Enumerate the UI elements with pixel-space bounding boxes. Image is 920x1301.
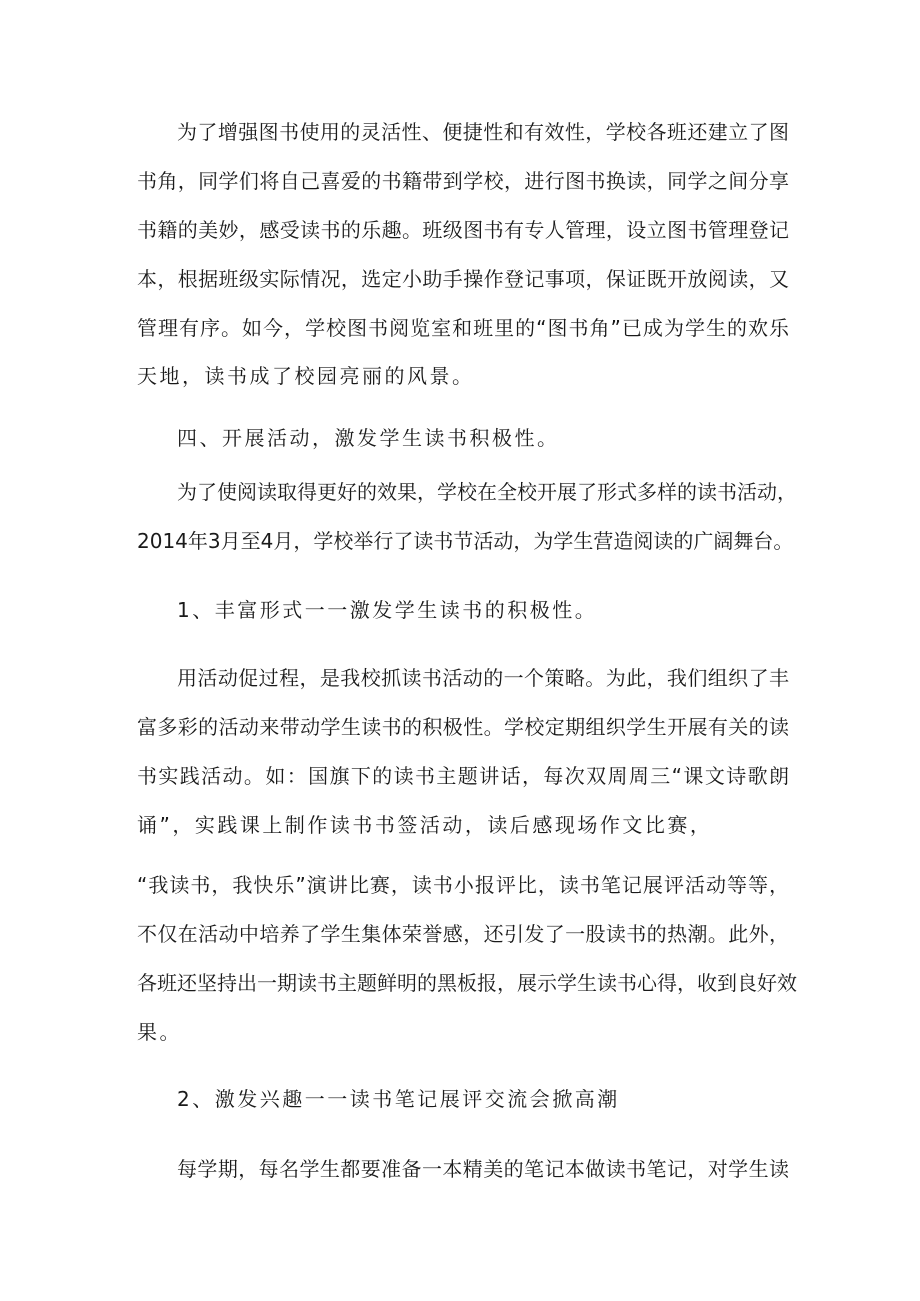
paragraph-2-line-1: 为了使阅读取得更好的效果，学校在全校开展了形式多样的读书活动， xyxy=(177,480,797,504)
section-heading-4: 四、开展活动，激发学生读书积极性。 xyxy=(177,426,560,450)
paragraph-1-line-2: 书角，同学们将自己喜爱的书籍带到学校，进行图书换读，同学之间分享 xyxy=(137,169,789,193)
paragraph-1-line-3: 书籍的美妙，感受读书的乐趣。班级图书有专人管理，设立图书管理登记 xyxy=(137,218,789,242)
subheading-1: 1、丰富形式一一激发学生读书的积极性。 xyxy=(177,598,598,622)
paragraph-4-line-3: 各班还坚持出一期读书主题鲜明的黑板报，展示学生读书心得，收到良好效 xyxy=(137,971,797,995)
paragraph-5-line-1: 每学期，每名学生都要准备一本精美的笔记本做读书笔记，对学生读 xyxy=(177,1157,789,1181)
paragraph-3-line-4: 诵”，实践课上制作读书书签活动，读后感现场作文比赛， xyxy=(137,813,713,837)
paragraph-1-line-6: 天地，读书成了校园亮丽的风景。 xyxy=(137,364,475,388)
paragraph-4-line-2: 不仅在活动中培养了学生集体荣誉感，还引发了一股读书的热潮。此外， xyxy=(137,922,789,946)
paragraph-3-line-1: 用活动促过程，是我校抓读书活动的一个策略。为此，我们组织了丰 xyxy=(177,666,789,690)
paragraph-1-line-4: 本，根据班级实际情况，选定小助手操作登记事项，保证既开放阅读，又 xyxy=(137,267,789,291)
paragraph-2-line-2: 2014年3月至4月，学校举行了读书节活动，为学生营造阅读的广阔舞台。 xyxy=(137,529,794,553)
paragraph-3-line-2: 富多彩的活动来带动学生读书的积极性。学校定期组织学生开展有关的读 xyxy=(137,715,789,739)
paragraph-4-line-4: 果。 xyxy=(137,1020,182,1044)
subheading-2: 2、激发兴趣一一读书笔记展评交流会掀高潮 xyxy=(177,1087,620,1111)
paragraph-1-line-1: 为了增强图书使用的灵活性、便捷性和有效性，学校各班还建立了图 xyxy=(177,120,789,144)
paragraph-4-line-1: “我读书，我快乐”演讲比赛，读书小报评比，读书笔记展评活动等等， xyxy=(137,873,789,897)
paragraph-1-line-5: 管理有序。如今，学校图书阅览室和班里的“图书角”已成为学生的欢乐 xyxy=(137,316,789,340)
paragraph-3-line-3: 书实践活动。如：国旗下的读书主题讲话，每次双周周三“课文诗歌朗 xyxy=(137,764,789,788)
